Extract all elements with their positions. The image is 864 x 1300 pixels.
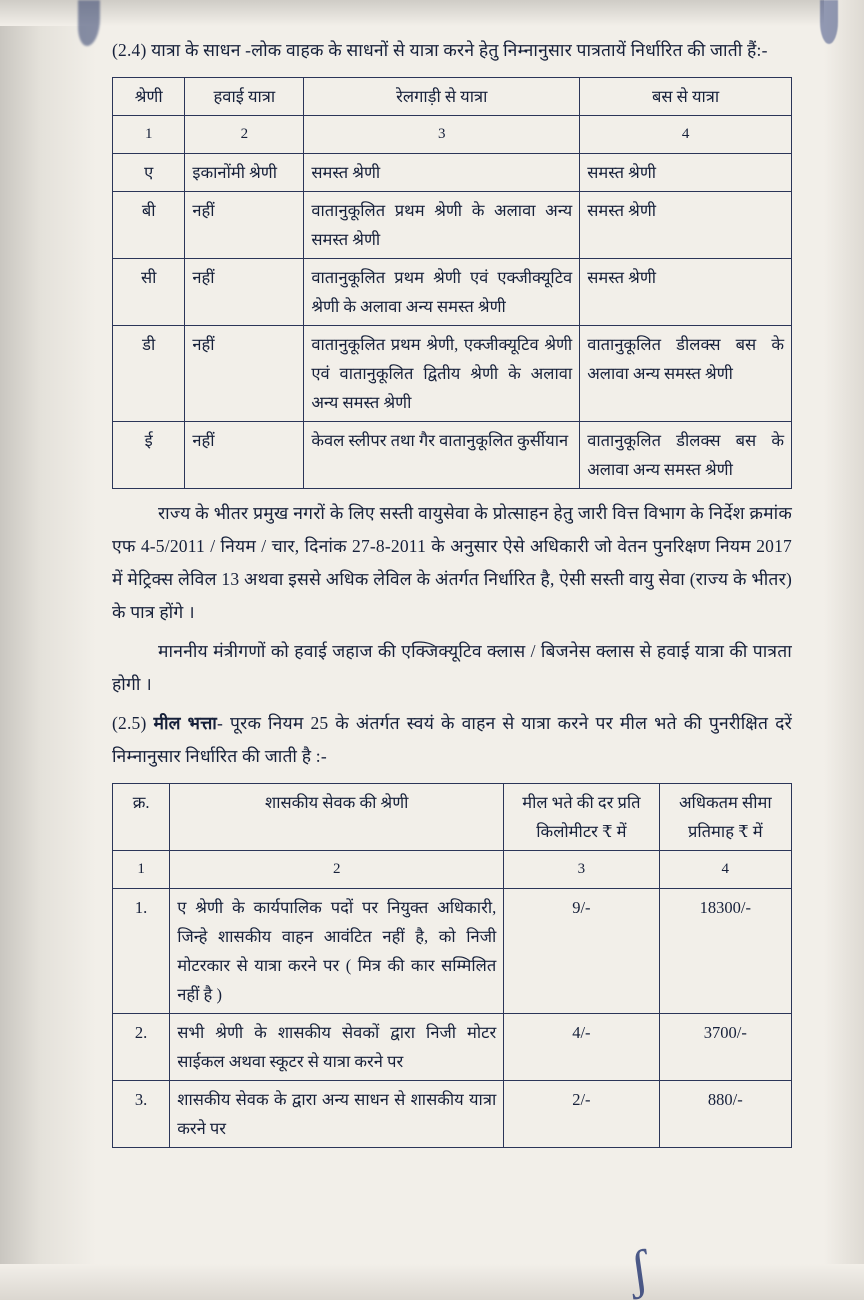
cell-serial: 2. [113,1014,170,1081]
cell-bus: समस्त श्रेणी [580,259,792,326]
header-shreni: श्रेणी [113,78,185,116]
header-rate-per-km: मील भते की दर प्रति किलोमीटर ₹ में [504,784,659,851]
cell-max-limit: 18300/- [659,889,791,1014]
cell-shreni: ई [113,422,185,489]
cell-air: नहीं [185,259,304,326]
header-air-travel: हवाई यात्रा [185,78,304,116]
table-row [113,192,792,259]
cell-category: शासकीय सेवक के द्वारा अन्य साधन से शासकीय यात्रा करने पर [170,1081,504,1148]
col-num-4: 4 [580,116,792,154]
col-num-1: 1 [113,116,185,154]
col-num-4: 4 [659,851,791,889]
cell-rail: समस्त श्रेणी [304,154,580,192]
cell-air: इकानोंमी श्रेणी [185,154,304,192]
table-column-number-row [113,116,792,154]
section-2-5-label: (2.5) [112,713,147,733]
header-rail-travel: रेलगाड़ी से यात्रा [304,78,580,116]
cell-bus: समस्त श्रेणी [580,192,792,259]
table-row [113,326,792,422]
cell-rail: वातानुकूलित प्रथम श्रेणी एवं एक्जीक्यूटिव श्रेणी के अलावा अन्य समस्त श्रेणी [304,259,580,326]
cell-air: नहीं [185,326,304,422]
section-2-5-heading-rest: - पूरक नियम 25 के अंतर्गत स्वयं के वाहन से यात्रा करने पर मील भते की पुनरीक्षित दरें निम्नानुसार निर्धारित की जाती है :- [112,713,793,766]
section-2-5-heading [112,707,792,773]
table-row [113,889,792,1014]
mileage-allowance-table [112,783,792,1148]
table-row [113,1081,792,1148]
section-2-5-title: मील भत्ता [153,713,218,733]
cell-shreni: डी [113,326,185,422]
cell-air: नहीं [185,422,304,489]
table-row [113,1014,792,1081]
cell-rate: 2/- [504,1081,659,1148]
cell-category: ए श्रेणी के कार्यपालिक पदों पर नियुक्त अधिकारी, जिन्हे शासकीय वाहन आवंटित नहीं है, को निजी मोटरकार से यात्रा करने पर ( मित्र की कार सम्मिलित नहीं है ) [170,889,504,1014]
cell-bus: वातानुकूलित डीलक्स बस के अलावा अन्य समस्त श्रेणी [580,422,792,489]
header-serial: क्र. [113,784,170,851]
cell-shreni: बी [113,192,185,259]
blue-edge-mark [820,0,838,44]
section-2-4-heading: (2.4) यात्रा के साधन -लोक वाहक के साधनों से यात्रा करने हेतु निम्नानुसार पात्रतायें निर्धारित की जाती हैं:- [112,40,768,60]
cell-serial: 3. [113,1081,170,1148]
table-header-row [113,784,792,851]
cell-rate: 9/- [504,889,659,1014]
table-row [113,154,792,192]
page-left-shadow [0,0,96,1300]
col-num-2: 2 [170,851,504,889]
cell-rate: 4/- [504,1014,659,1081]
cell-rail: वातानुकूलित प्रथम श्रेणी के अलावा अन्य समस्त श्रेणी [304,192,580,259]
table-header-row [113,78,792,116]
travel-entitlement-table [112,77,792,489]
cell-shreni: सी [113,259,185,326]
header-bus-travel: बस से यात्रा [580,78,792,116]
col-num-3: 3 [304,116,580,154]
cell-rail: वातानुकूलित प्रथम श्रेणी, एक्जीक्यूटिव श्रेणी एवं वातानुकूलित द्वितीय श्रेणी के अलावा अन्य समस्त श्रेणी [304,326,580,422]
handwritten-signature: ʃ [625,1238,653,1300]
cell-max-limit: 880/- [659,1081,791,1148]
cell-bus: समस्त श्रेणी [580,154,792,192]
cell-serial: 1. [113,889,170,1014]
para-air-service: राज्य के भीतर प्रमुख नगरों के लिए सस्ती वायुसेवा के प्रोत्साहन हेतु जारी वित्त विभाग के निर्देश क्रमांक एफ 4-5/2011 / नियम / चार, दिनांक 27-8-2011 के अनुसार ऐसे अधिकारी जो वेतन पुनरिक्षण नियम 2017 में मेट्रिक्स लेविल 13 अथवा इससे अधिक लेविल के अंतर्गत निर्धारित है, ऐसी सस्ती वायु सेवा (राज्य के भीतर) के पात्र होंगे । [112,503,792,622]
col-num-1: 1 [113,851,170,889]
cell-category: सभी श्रेणी के शासकीय सेवकों द्वारा निजी मोटर साईकल अथवा स्कूटर से यात्रा करने पर [170,1014,504,1081]
table-column-number-row [113,851,792,889]
cell-max-limit: 3700/- [659,1014,791,1081]
cell-shreni: ए [113,154,185,192]
table-row [113,422,792,489]
header-employee-category: शासकीय सेवक की श्रेणी [170,784,504,851]
cell-air: नहीं [185,192,304,259]
cell-bus: वातानुकूलित डीलक्स बस के अलावा अन्य समस्त श्रेणी [580,326,792,422]
page-right-shadow [824,0,864,1300]
ink-smudge [78,0,100,46]
cell-rail: केवल स्लीपर तथा गैर वातानुकूलित कुर्सीयान [304,422,580,489]
col-num-2: 2 [185,116,304,154]
page-bottom-shadow [0,1264,864,1300]
col-num-3: 3 [504,851,659,889]
para-ministers: माननीय मंत्रीगणों को हवाई जहाज की एक्जिक्यूटिव क्लास / बिजनेस क्लास से हवाई यात्रा की पात्रता होगी । [112,641,792,694]
document-content [112,34,792,1156]
page-top-shadow [0,0,864,26]
table-row [113,259,792,326]
header-max-limit: अधिकतम सीमा प्रतिमाह ₹ में [659,784,791,851]
